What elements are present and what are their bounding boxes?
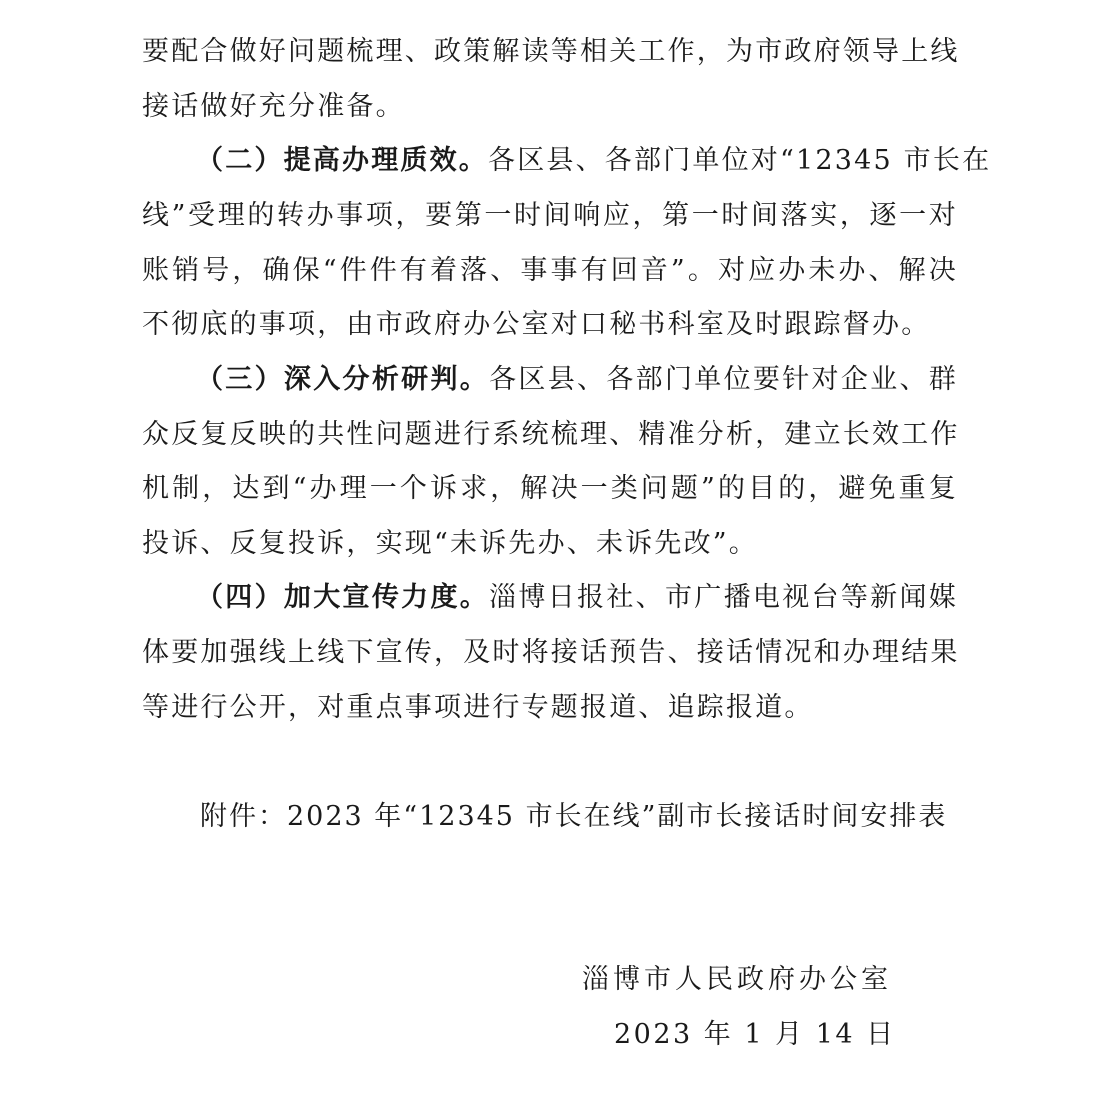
paragraph-2-heading: （二）提高办理质效。: [196, 145, 488, 176]
paragraph-1-line-1: 要配合做好问题梳理、政策解读等相关工作，为市政府领导上线: [142, 36, 960, 67]
paragraph-2-line-4: 不彻底的事项，由市政府办公室对口秘书科室及时跟踪督办。: [142, 309, 931, 340]
paragraph-3-line-1: [196, 362, 958, 398]
paragraph-4-line-1-rest: 淄博日报社、市广播电视台等新闻媒: [489, 582, 959, 613]
paragraph-4-line-3: 等进行公开，对重点事项进行专题报道、追踪报道。: [142, 692, 814, 723]
paragraph-3-line-4: 投诉、反复投诉，实现“未诉先办、未诉先改”。: [142, 528, 759, 559]
paragraph-4-heading: （四）加大宣传力度。: [196, 582, 490, 613]
paragraph-3-heading: （三）深入分析研判。: [196, 364, 490, 395]
paragraph-3-line-1-rest: 各区县、各部门单位要针对企业、群: [489, 364, 959, 395]
paragraph-3-line-3: 机制，达到“办理一个诉求，解决一类问题”的目的，避免重复: [142, 473, 958, 504]
paragraph-2-line-3: 账销号，确保“件件有着落、事事有回音”。对应办未办、解决: [142, 255, 958, 286]
paragraph-4-line-2: 体要加强线上线下宣传，及时将接话预告、接话情况和办理结果: [142, 637, 960, 668]
paragraph-2-line-2: 线”受理的转办事项，要第一时间响应，第一时间落实，逐一对: [142, 200, 958, 231]
attachment-note: 附件：2023 年“12345 市长在线”副市长接话时间安排表: [200, 801, 948, 832]
paragraph-2-line-1: [196, 143, 992, 179]
paragraph-3-line-2: 众反复反映的共性问题进行系统梳理、精准分析，建立长效工作: [142, 419, 960, 450]
paragraph-2-line-1-rest: 各区县、各部门单位对“12345 市长在: [488, 145, 992, 176]
signing-date: 2023 年 1 月 14 日: [614, 1019, 896, 1050]
paragraph-4-line-1: [196, 580, 958, 616]
paragraph-1-line-2: 接话做好充分准备。: [142, 91, 405, 122]
signing-organization: 淄博市人民政府办公室: [582, 964, 892, 995]
